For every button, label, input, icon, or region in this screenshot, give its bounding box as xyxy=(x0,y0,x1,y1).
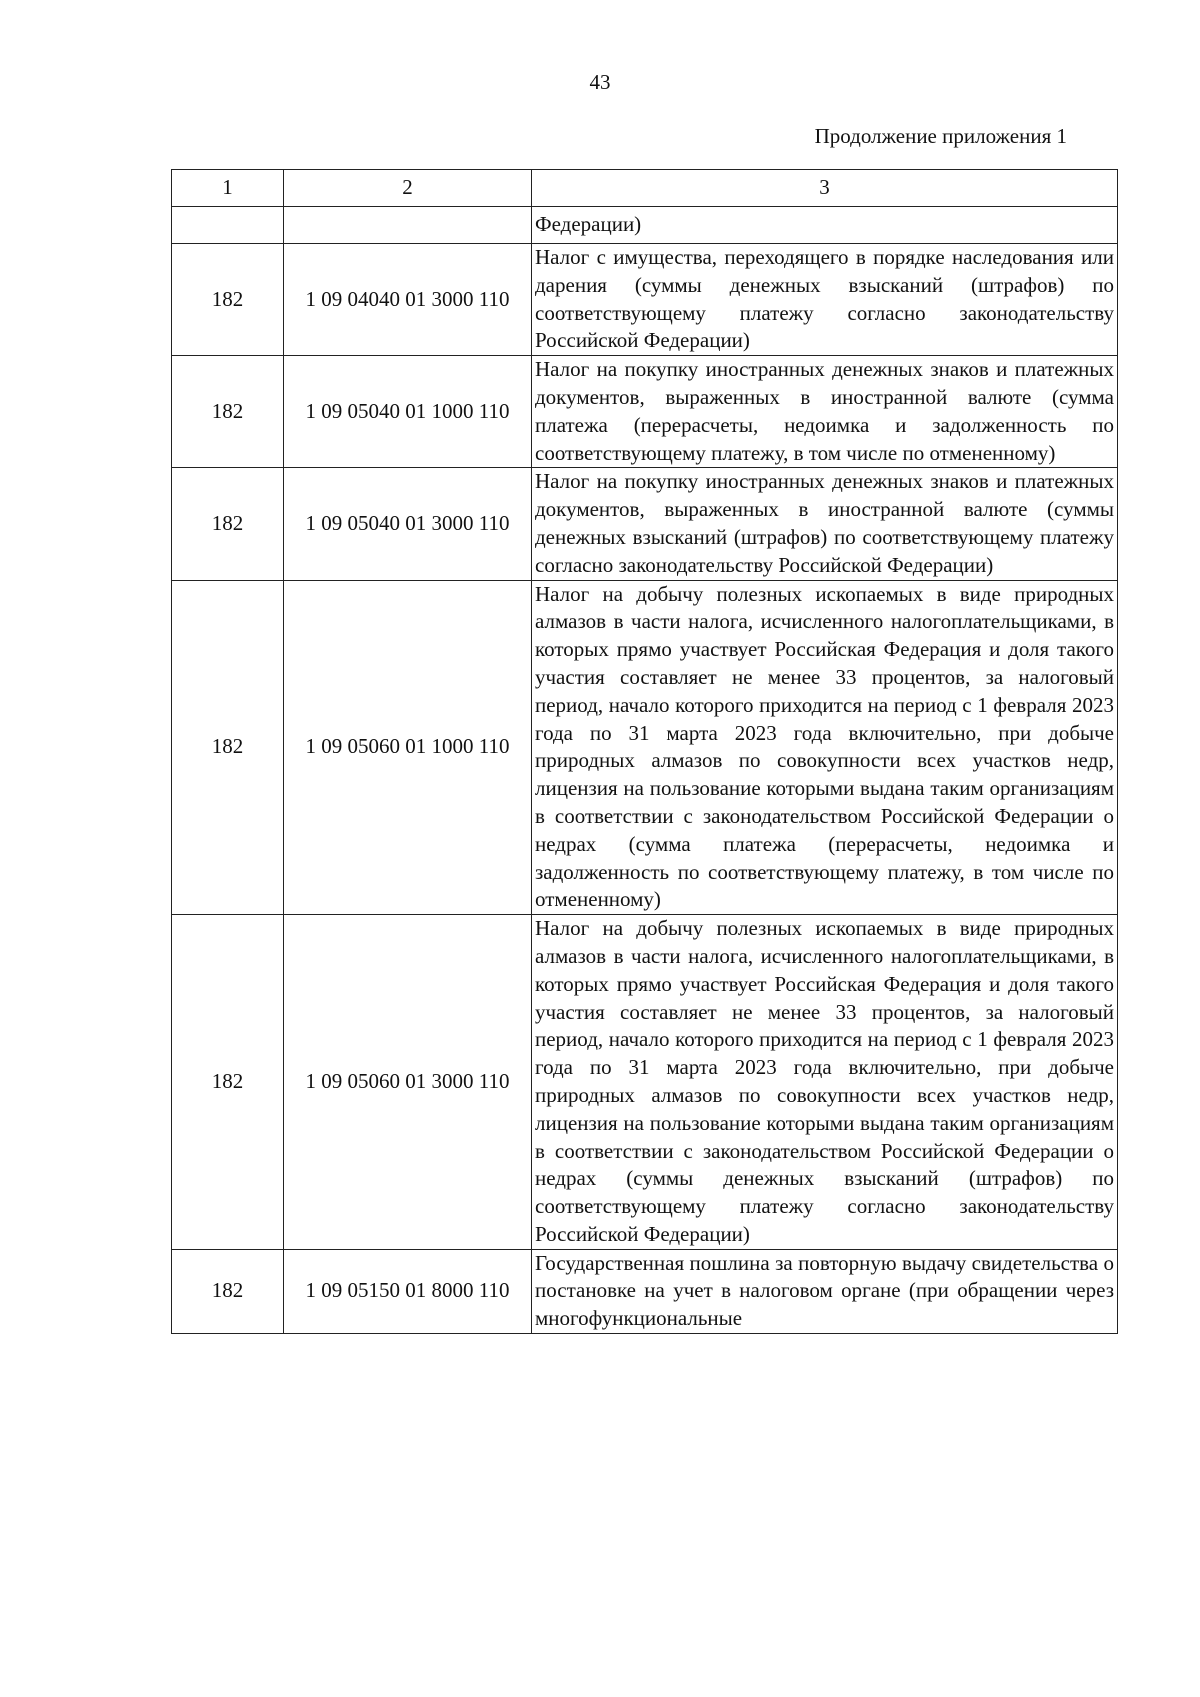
admin-code-cell: 182 xyxy=(172,1249,284,1333)
description-line: включительно, при добыче природных алмазов по xyxy=(535,720,1115,773)
description-line: законодательству Российской Федерации) xyxy=(535,1194,1115,1246)
description-line: период, начало которого приходится на период с 1 xyxy=(535,692,988,717)
description-line: Налог на покупку иностранных денежных знаков и xyxy=(535,357,1008,382)
description-line: Налог на покупку иностранных денежных знаков и xyxy=(535,469,1008,494)
table-row xyxy=(172,468,1118,580)
budget-code-cell: 1 09 05150 01 8000 110 xyxy=(284,1249,532,1333)
continuation-row xyxy=(172,207,1118,244)
description-line: Государственная пошлина за повторную выдачу xyxy=(535,1250,967,1275)
description-line: налогоплательщиками, в которых прямо участвует xyxy=(535,609,1115,662)
description-line: соответствующему платежу согласно xyxy=(535,524,1115,577)
description-line: природных алмазов в части налога, исчисленного xyxy=(535,581,1114,634)
admin-code-cell: 182 xyxy=(172,356,284,468)
description-line: природных алмазов в части налога, исчисленного xyxy=(535,916,1114,968)
description-cell xyxy=(532,580,1118,915)
description-line: февраля 2023 года по 31 марта 2023 года xyxy=(535,1027,1114,1080)
description-line: платежных документов, выраженных в иностранной xyxy=(535,469,1114,522)
description-line: совокупности всех участков недр, лицензия на xyxy=(535,1082,1115,1135)
table-row xyxy=(172,356,1118,468)
continuation-text: Федерации) xyxy=(532,207,1118,244)
table-row xyxy=(172,915,1118,1250)
description-line: Российская Федерация и доля такого участия xyxy=(535,637,1114,689)
header-col-3: 3 xyxy=(532,170,1118,207)
description-line: Федерации о недрах (сумма платежа (перерасчеты, xyxy=(535,803,1115,856)
description-line: числе по отмененному) xyxy=(846,440,1056,465)
budget-code-cell: 1 09 05060 01 1000 110 xyxy=(284,580,532,915)
table-row xyxy=(172,1249,1118,1333)
empty-cell xyxy=(172,207,284,244)
header-col-2: 2 xyxy=(284,170,532,207)
revenue-codes-table xyxy=(171,169,1118,1334)
description-line: платежу, в том числе по отмененному) xyxy=(535,859,1115,912)
admin-code-cell: 182 xyxy=(172,244,284,356)
description-line: (штрафов) по соответствующему платежу согласно xyxy=(535,1166,1115,1219)
description-line: задолженность по соответствующему платежу, в том xyxy=(535,412,1115,465)
description-line: Российская Федерация и доля такого участия xyxy=(535,971,1114,1024)
description-line: налогоплательщиками, в которых прямо участвует xyxy=(535,943,1115,996)
description-line: период, начало которого приходится на период с 1 xyxy=(535,1027,988,1052)
description-line: составляет не менее 33 процентов, за налоговый xyxy=(620,664,1115,689)
description-line: соответствии с законодательством Российской xyxy=(554,803,985,828)
description-line: соответствии с законодательством Российской xyxy=(554,1138,985,1163)
description-line: пользование которыми выдана таким организациям в xyxy=(535,776,1114,828)
admin-code-cell: 182 xyxy=(172,580,284,915)
description-line: совокупности всех участков недр, лицензия на xyxy=(535,748,1115,801)
budget-code-cell: 1 09 04040 01 3000 110 xyxy=(284,244,532,356)
description-line: пользование которыми выдана таким организациям в xyxy=(535,1110,1114,1163)
budget-code-cell: 1 09 05040 01 1000 110 xyxy=(284,356,532,468)
description-line: включительно, при добыче природных алмазов по xyxy=(535,1055,1115,1107)
budget-code-cell: 1 09 05060 01 3000 110 xyxy=(284,915,532,1250)
description-line: февраля 2023 года по 31 марта 2023 года xyxy=(535,692,1114,745)
description-cell xyxy=(532,244,1118,356)
admin-code-cell: 182 xyxy=(172,915,284,1250)
description-cell xyxy=(532,1249,1118,1333)
description-line: согласно законодательству Российской Федерации) xyxy=(535,300,1115,353)
description-line: Налог на добычу полезных ископаемых в виде xyxy=(535,581,1001,606)
description-line: составляет не менее 33 процентов, за налоговый xyxy=(620,999,1115,1024)
budget-code-cell: 1 09 05040 01 3000 110 xyxy=(284,468,532,580)
admin-code-cell: 182 xyxy=(172,468,284,580)
table-header-row xyxy=(172,170,1118,207)
description-line: органе (при обращении через многофункциональные xyxy=(535,1278,1114,1331)
description-line: платежных документов, выраженных в иностранной xyxy=(535,357,1114,409)
description-line: Налог с имущества, переходящего в порядке xyxy=(535,245,945,269)
table-row xyxy=(172,580,1118,915)
description-cell xyxy=(532,468,1118,580)
page-number: 43 xyxy=(589,70,611,94)
description-line: недоимка и задолженность по соответствующему xyxy=(535,831,1115,884)
description-cell xyxy=(532,356,1118,468)
description-line: наследования или дарения (суммы денежных xyxy=(535,245,1114,297)
table-row xyxy=(172,244,1118,356)
description-line: валюте (суммы денежных взысканий (штрафов) по xyxy=(535,497,1115,549)
description-cell xyxy=(532,915,1118,1250)
empty-cell xyxy=(284,207,532,244)
description-line: Налог на добычу полезных ископаемых в виде xyxy=(535,916,1001,941)
continuation-title: Продолжение приложения 1 xyxy=(814,124,1067,148)
description-line: законодательству Российской Федерации) xyxy=(618,552,994,577)
description-line: Федерации о недрах (суммы денежных взысканий xyxy=(535,1138,1115,1191)
description-line: свидетельства о постановке на учет в налоговом xyxy=(535,1250,1115,1303)
header-col-1: 1 xyxy=(172,170,284,207)
description-line: валюте (сумма платежа (перерасчеты, недоимка и xyxy=(535,384,1114,437)
description-line: взысканий (штрафов) по соответствующему платежу xyxy=(535,272,1115,325)
